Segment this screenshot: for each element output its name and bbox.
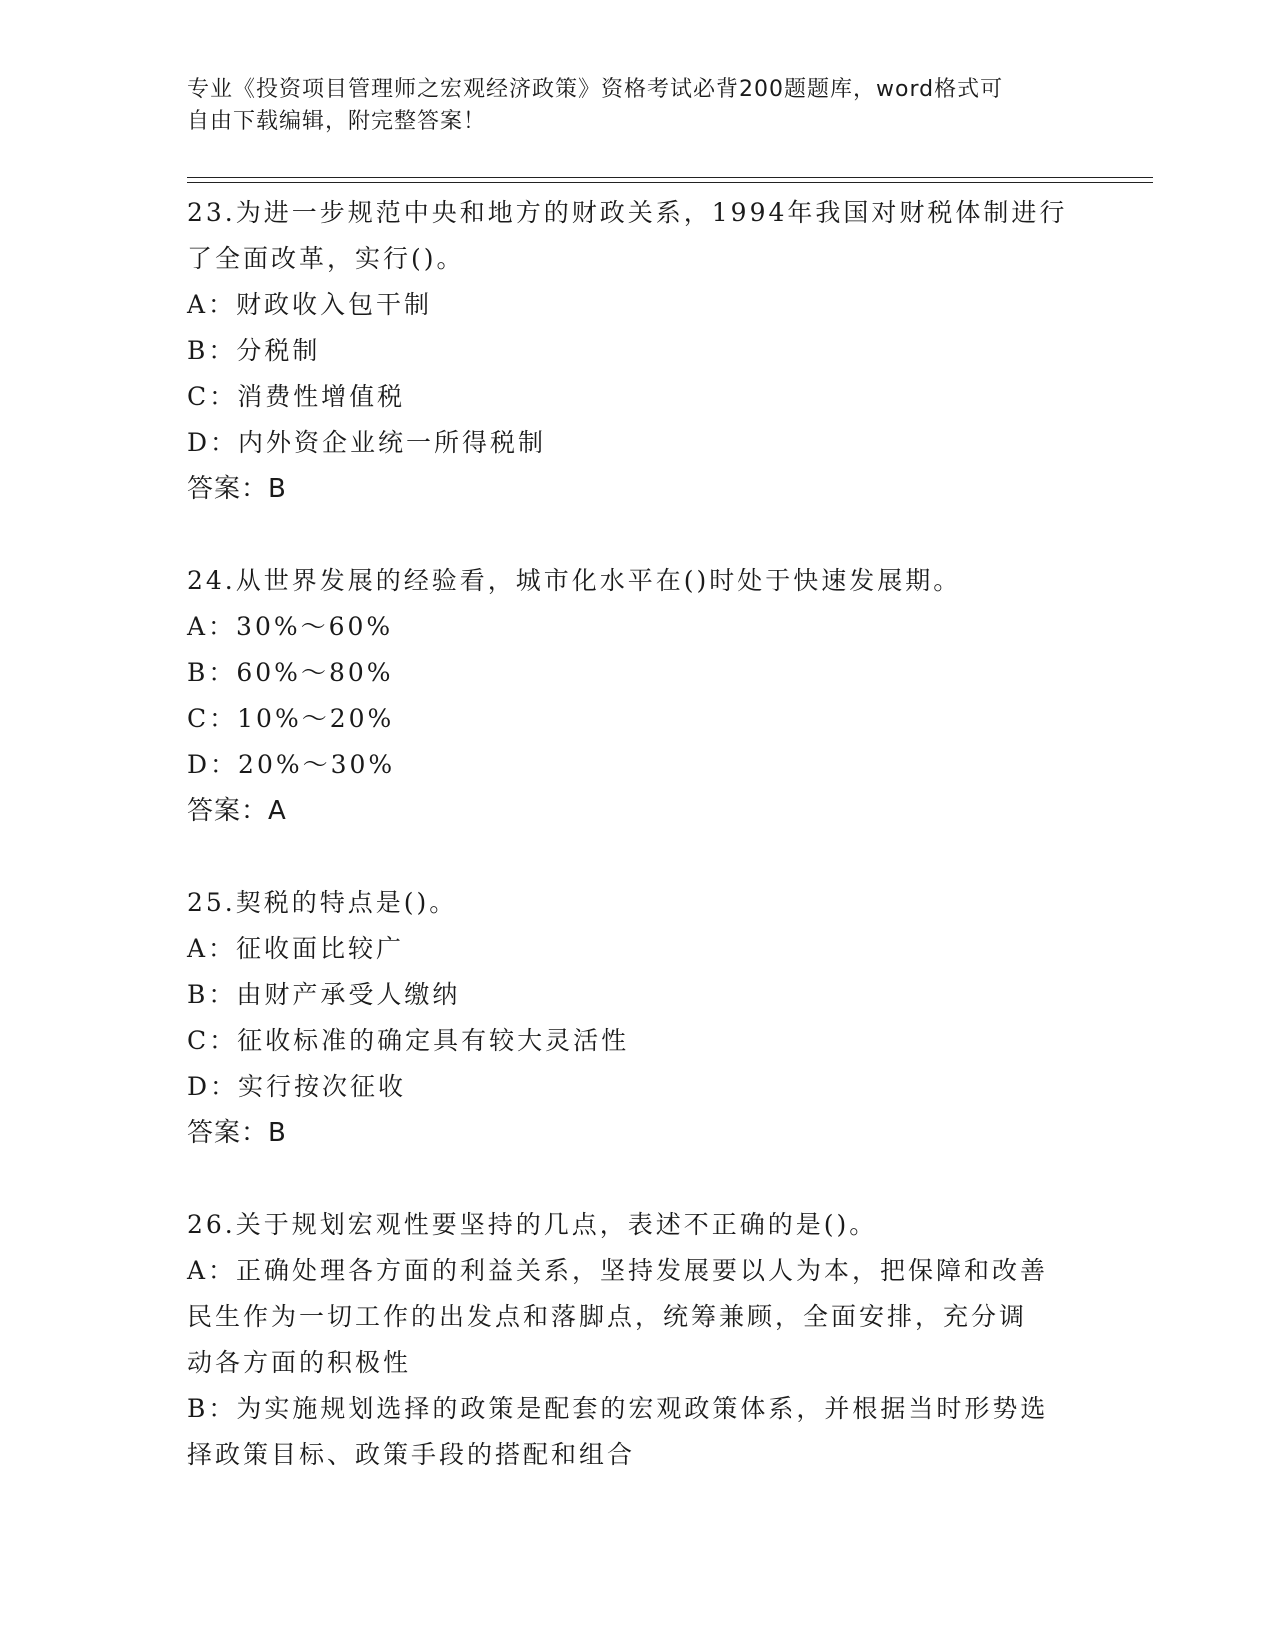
option-item (187, 972, 1087, 1018)
option-item (187, 1064, 1087, 1110)
question-stem-line: 23.为进一步规范中央和地方的财政关系，1994年我国对财税体制进行 (187, 198, 1068, 227)
option-item (187, 420, 1087, 466)
option-item (187, 328, 1087, 374)
option-item (187, 374, 1087, 420)
answer-line: 答案：B (187, 1118, 287, 1148)
option-text-line: B：为实施规划选择的政策是配套的宏观政策体系，并根据当时形势选 (187, 1394, 1049, 1423)
option-item (187, 1386, 1087, 1478)
option-item (187, 604, 1087, 650)
answer-line: 答案：A (187, 796, 287, 826)
header-line-2: 自由下载编辑，附完整答案！ (187, 109, 487, 134)
option-text-line: 民生作为一切工作的出发点和落脚点，统筹兼顾，全面安排，充分调 (187, 1302, 1028, 1331)
option-text-line: 择政策目标、政策手段的搭配和组合 (187, 1440, 636, 1469)
option-item (187, 696, 1087, 742)
option-text-line: B：由财产承受人缴纳 (187, 980, 461, 1009)
question-block (187, 558, 1087, 880)
question-stem-line: 24.从世界发展的经验看，城市化水平在()时处于快速发展期。 (187, 566, 962, 595)
question-stem-line: 了全面改革，实行()。 (187, 244, 465, 273)
option-text-line: D：20%～30% (187, 750, 396, 779)
option-item (187, 282, 1087, 328)
question-list (187, 190, 1087, 1478)
option-text-line: C：10%～20% (187, 704, 395, 733)
option-text-line: C：征收标准的确定具有较大灵活性 (187, 1026, 630, 1055)
answer-line: 答案：B (187, 474, 287, 504)
option-item (187, 1018, 1087, 1064)
header-divider-top (187, 177, 1153, 178)
option-text-line: D：内外资企业统一所得税制 (187, 428, 547, 457)
document-header (187, 74, 1067, 138)
question-stem-line: 26.关于规划宏观性要坚持的几点，表述不正确的是()。 (187, 1210, 878, 1239)
option-text-line: C：消费性增值税 (187, 382, 406, 411)
option-text-line: 动各方面的积极性 (187, 1348, 412, 1377)
question-spacer (187, 834, 1087, 880)
header-line-1: 专业《投资项目管理师之宏观经济政策》资格考试必背200题题库，word格式可 (187, 77, 1004, 102)
option-text-line: D：实行按次征收 (187, 1072, 407, 1101)
question-spacer (187, 1156, 1087, 1202)
option-text-line: A：30%～60% (187, 612, 394, 641)
option-item (187, 1248, 1087, 1386)
question-spacer (187, 512, 1087, 558)
question-stem-line: 25.契税的特点是()。 (187, 888, 458, 917)
option-text-line: B：分税制 (187, 336, 321, 365)
option-text-line: A：正确处理各方面的利益关系，坚持发展要以人为本，把保障和改善 (187, 1256, 1049, 1285)
option-item (187, 650, 1087, 696)
option-item (187, 926, 1087, 972)
option-item (187, 742, 1087, 788)
question-block (187, 1202, 1087, 1478)
option-text-line: A：财政收入包干制 (187, 290, 433, 319)
question-block (187, 190, 1087, 558)
question-block (187, 880, 1087, 1202)
header-divider-bottom (187, 182, 1153, 183)
option-text-line: B：60%～80% (187, 658, 394, 687)
option-text-line: A：征收面比较广 (187, 934, 405, 963)
